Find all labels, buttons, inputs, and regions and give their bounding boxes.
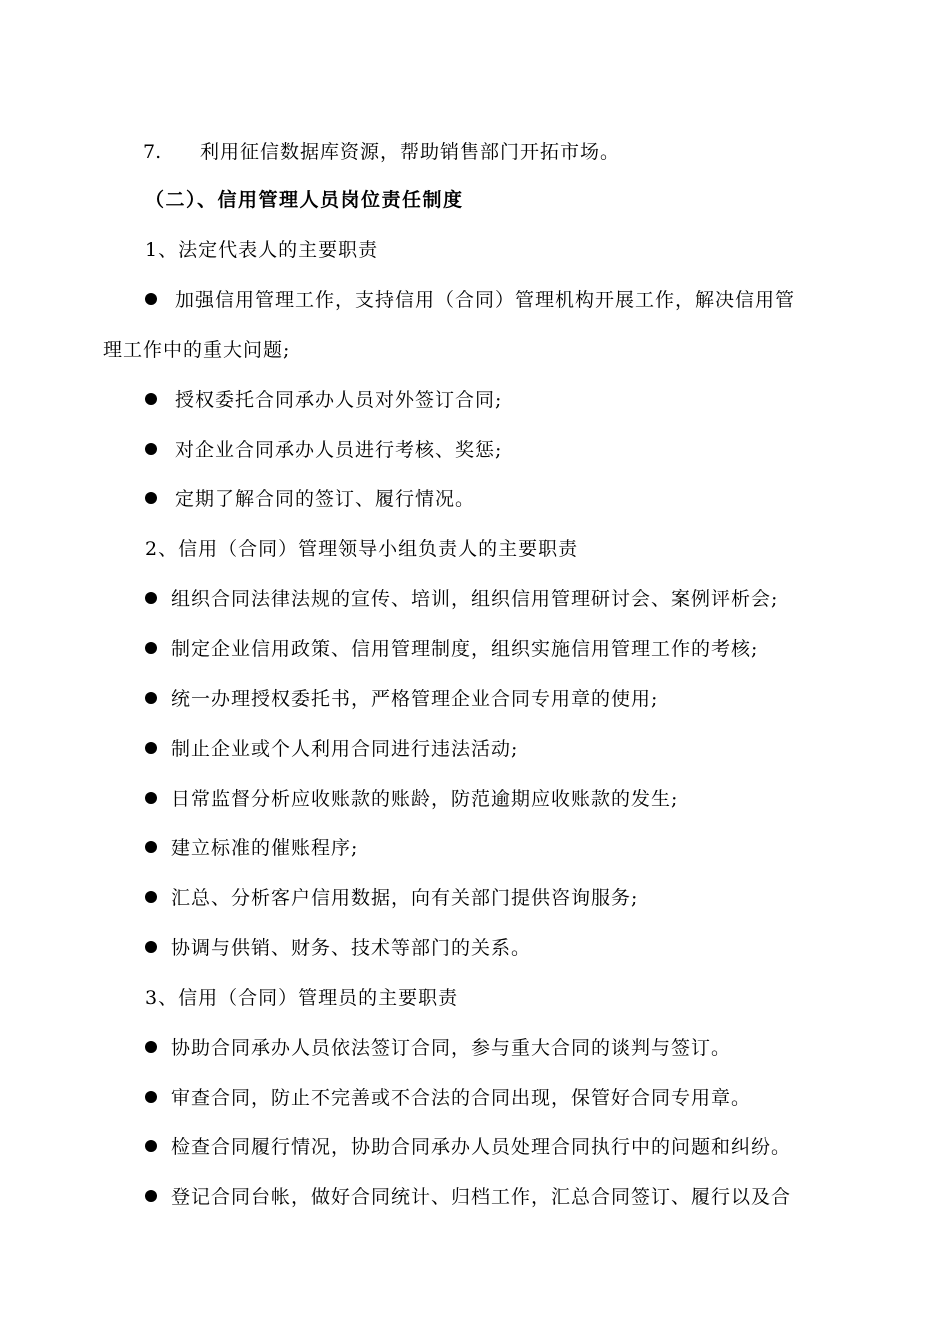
bullet-icon: [145, 891, 157, 903]
sub3-bullet-1: [145, 1035, 731, 1061]
sub3-bullet-4-text: 登记合同台帐，做好合同统计、归档工作，汇总合同签订、履行以及合: [171, 1186, 792, 1208]
sub1-bullet-2: [145, 387, 502, 413]
sub3-bullet-2: [145, 1085, 751, 1111]
subsection-2-title: 2、信用（合同）管理领导小组负责人的主要职责: [145, 538, 579, 560]
section-heading: （二）、信用管理人员岗位责任制度: [145, 189, 464, 211]
sub1-bullet-1: [145, 287, 795, 313]
sub3-bullet-4: [145, 1184, 791, 1210]
bullet-icon: [145, 592, 157, 604]
bullet-icon: [145, 492, 157, 504]
sub2-bullet-1-text: 组织合同法律法规的宣传、培训，组织信用管理研讨会、案例评析会;: [171, 588, 779, 610]
bullet-icon: [145, 1091, 157, 1103]
sub2-bullet-8-text: 协调与供销、财务、技术等部门的关系。: [171, 937, 532, 959]
sub3-bullet-1-text: 协助合同承办人员依法签订合同，参与重大合同的谈判与签订。: [171, 1037, 732, 1059]
sub2-bullet-7: [145, 885, 638, 911]
sub3-bullet-2-text: 审查合同，防止不完善或不合法的合同出现，保管好合同专用章。: [171, 1087, 752, 1109]
sub2-bullet-4: [145, 736, 518, 762]
sub2-bullet-2: [145, 636, 758, 662]
bullet-icon: [145, 841, 157, 853]
bullet-icon: [145, 1140, 157, 1152]
sub1-bullet-1-continuation: 理工作中的重大问题;: [103, 339, 291, 361]
sub2-bullet-5-text: 日常监督分析应收账款的账龄，防范逾期应收账款的发生;: [171, 788, 679, 810]
bullet-icon: [145, 692, 157, 704]
item-7-number: 7.: [143, 141, 162, 163]
sub1-bullet-2-text: 授权委托合同承办人员对外签订合同;: [175, 389, 503, 411]
sub2-bullet-5: [145, 786, 678, 812]
subsection-3-title: 3、信用（合同）管理员的主要职责: [145, 987, 459, 1009]
bullet-icon: [145, 393, 157, 405]
subsection-1-title: 1、法定代表人的主要职责: [145, 239, 379, 261]
bullet-icon: [145, 1041, 157, 1053]
sub2-bullet-3-text: 统一办理授权委托书，严格管理企业合同专用章的使用;: [171, 688, 659, 710]
sub2-bullet-8: [145, 935, 531, 961]
sub1-bullet-4: [145, 486, 475, 512]
sub3-bullet-3-text: 检查合同履行情况，协助合同承办人员处理合同执行中的问题和纠纷。: [171, 1136, 792, 1158]
sub2-bullet-6: [145, 835, 358, 861]
sub2-bullet-7-text: 汇总、分析客户信用数据，向有关部门提供咨询服务;: [171, 887, 639, 909]
sub1-bullet-4-text: 定期了解合同的签订、履行情况。: [175, 488, 476, 510]
bullet-icon: [145, 742, 157, 754]
sub2-bullet-3: [145, 686, 658, 712]
bullet-icon: [145, 293, 157, 305]
sub2-bullet-1: [145, 586, 778, 612]
sub3-bullet-3: [145, 1134, 791, 1160]
bullet-icon: [145, 443, 157, 455]
bullet-icon: [145, 1190, 157, 1202]
bullet-icon: [145, 642, 157, 654]
sub1-bullet-3: [145, 437, 502, 463]
item-7-text: 利用征信数据库资源，帮助销售部门开拓市场。: [200, 141, 621, 163]
sub2-bullet-4-text: 制止企业或个人利用合同进行违法活动;: [171, 738, 519, 760]
sub1-bullet-3-text: 对企业合同承办人员进行考核、奖惩;: [175, 439, 503, 461]
sub1-bullet-1-text: 加强信用管理工作，支持信用（合同）管理机构开展工作，解决信用管: [175, 289, 796, 311]
bullet-icon: [145, 792, 157, 804]
bullet-icon: [145, 941, 157, 953]
sub2-bullet-2-text: 制定企业信用政策、信用管理制度，组织实施信用管理工作的考核;: [171, 638, 759, 660]
sub2-bullet-6-text: 建立标准的催账程序;: [171, 837, 359, 859]
